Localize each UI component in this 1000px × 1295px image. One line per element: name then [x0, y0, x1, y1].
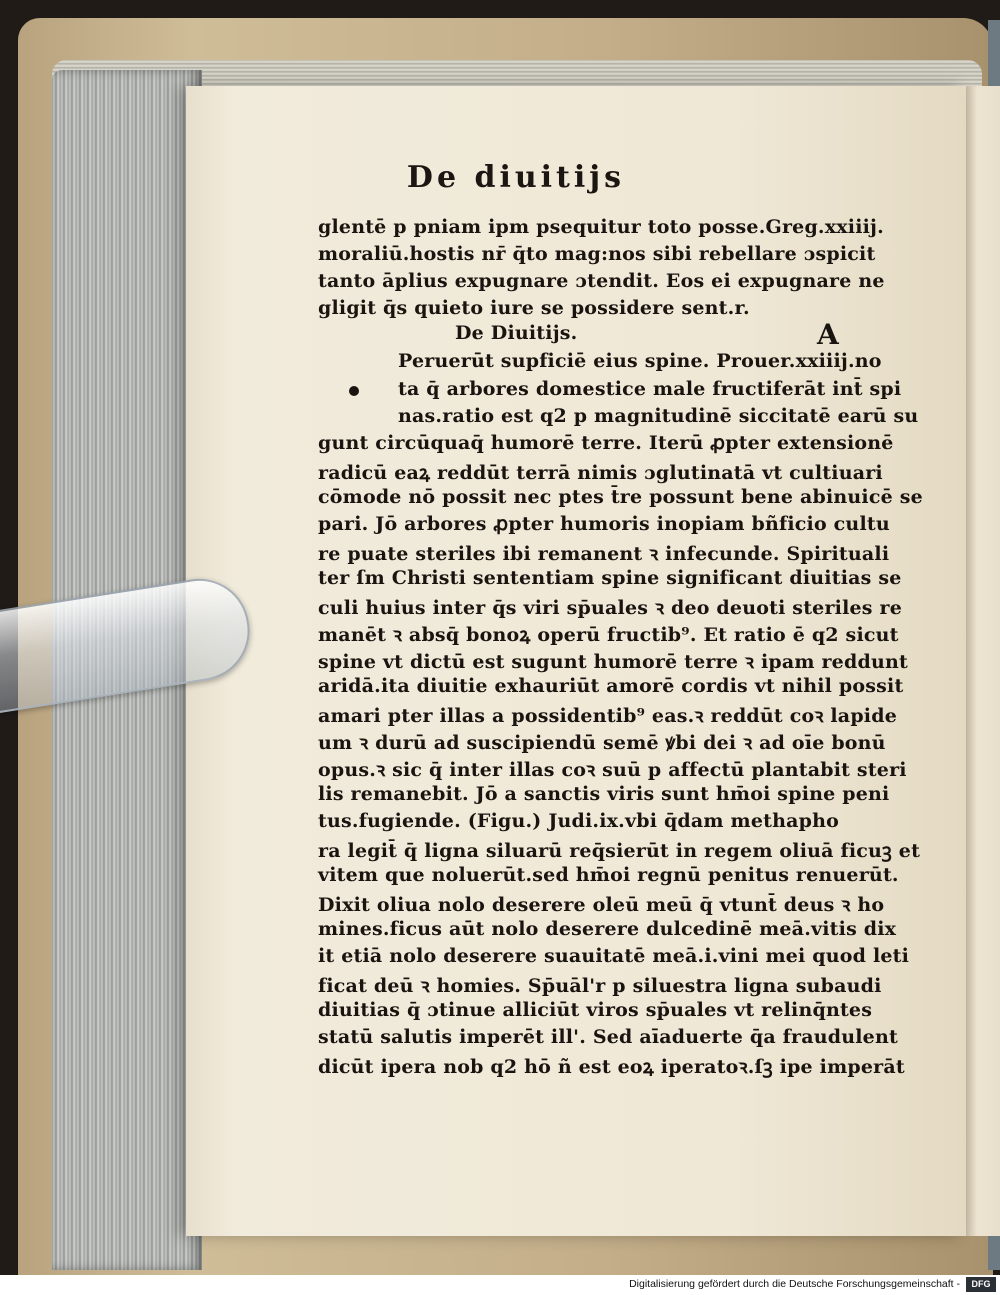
text-line: diuitias q̄ ɔtinue alliciūt viros sp̄uales vt relinq̄ntes: [318, 999, 873, 1021]
running-head: De diuitijs: [406, 160, 626, 195]
text-line: spine vt dictū est sugunt humorē terre ꝛ ipam reddunt: [318, 651, 908, 673]
text-line: ficat deū ꝛ homies. Sp̄uāl'r p siluestra ligna subaudi: [318, 975, 882, 997]
section-heading: De Diuitijs.: [455, 322, 578, 344]
text-line: it etiā nolo deserere suauitatē meā.i.vini mei quod leti: [318, 945, 910, 967]
text-line: Dixit oliua nolo deserere oleū meū q̄ vtunt̄ deus ꝛ ho: [318, 894, 885, 916]
text-line: vitem que noluerūt.sed hm̄oi regnū penitus renuerūt.: [318, 864, 899, 886]
text-line: tus.fugiende. (Figu.) Judi.ix.vbi q̄dam methapho: [318, 810, 840, 832]
text-line: moraliū.hostis nr̄ q̄to mag:nos sibi rebellare ɔspicit: [318, 243, 876, 265]
text-line: mines.ficus aūt nolo deserere dulcedinē meā.vitis dix: [318, 918, 897, 940]
text-line: manēt ꝛ absq̄ bonoꝝ operū fructib⁹. Et ratio ē q2 sicut: [318, 624, 899, 646]
text-line: ra legit̄ q̄ ligna siluarū req̄sierūt in regem oliuā ficuꝫ et: [318, 840, 921, 862]
dfg-logo: DFG: [966, 1277, 996, 1292]
text-line: Peruerūt supficiē eius spine. Prouer.xxiiij.no: [398, 350, 882, 372]
text-line: pari. Jō arbores ꝓpter humoris inopiam bñficio cultu: [318, 513, 890, 535]
text-line: radicū eaꝝ reddūt terrā nimis ɔglutinatā vt cultiuari: [318, 462, 883, 484]
text-line: gunt circūquaq̄ humorē terre. Iterū ꝓpter extensionē: [318, 432, 894, 454]
text-line: aridā.ita diuitie exhauriūt amorē cordis vt nihil possit: [318, 675, 904, 697]
text-line: um ꝛ durū ad suscipiendū semē ꝟbi dei ꝛ ad oīe bonū: [318, 732, 886, 754]
paragraph-marker: [349, 386, 359, 396]
text-line: nas.ratio est q2 p magnitudinē siccitatē earū su: [398, 405, 919, 427]
initial-letter: A: [817, 318, 839, 351]
text-line: gligit q̄s quieto iure se possidere sent.r.: [318, 297, 750, 319]
text-line: glentē p pniam ipm psequitur toto posse.Greg.xxiiij.: [318, 216, 884, 238]
text-line: cōmode nō possit nec ptes t̄re possunt bene abinuicē se: [318, 486, 923, 508]
text-line: amari pter illas a possidentib⁹ eas.ꝛ reddūt coꝛ lapide: [318, 705, 897, 727]
funding-credit: Digitalisierung gefördert durch die Deutsche Forschungsgemeinschaft -: [629, 1278, 960, 1290]
text-line: culi huius inter q̄s viri sp̄uales ꝛ deo deuoti steriles re: [318, 597, 903, 619]
text-line: opus.ꝛ sic q̄ inter illas coꝛ suū p affectū plantabit steri: [318, 759, 907, 781]
footer-bar: [0, 1275, 1000, 1295]
text-line: re puate steriles ibi remanent ꝛ infecunde. Spirituali: [318, 543, 890, 565]
text-line: tanto āplius expugnare ɔtendit. Eos ei expugnare ne: [318, 270, 885, 292]
text-line: statū salutis imperēt ill'. Sed aīaduerte q̄a fraudulent: [318, 1026, 898, 1048]
text-line: ter ſm Christi sententiam spine significant diuitias se: [318, 567, 902, 589]
text-line: ta q̄ arbores domestice male fructiferāt int̄ spi: [398, 378, 902, 400]
text-line: lis remanebit. Jō a sanctis viris sunt hm̄oi spine peni: [318, 783, 890, 805]
text-line: dicūt ipera nob q2 hō ñ est eoꝝ iperatoꝛ.ſꝫ ipe imperāt: [318, 1056, 905, 1078]
